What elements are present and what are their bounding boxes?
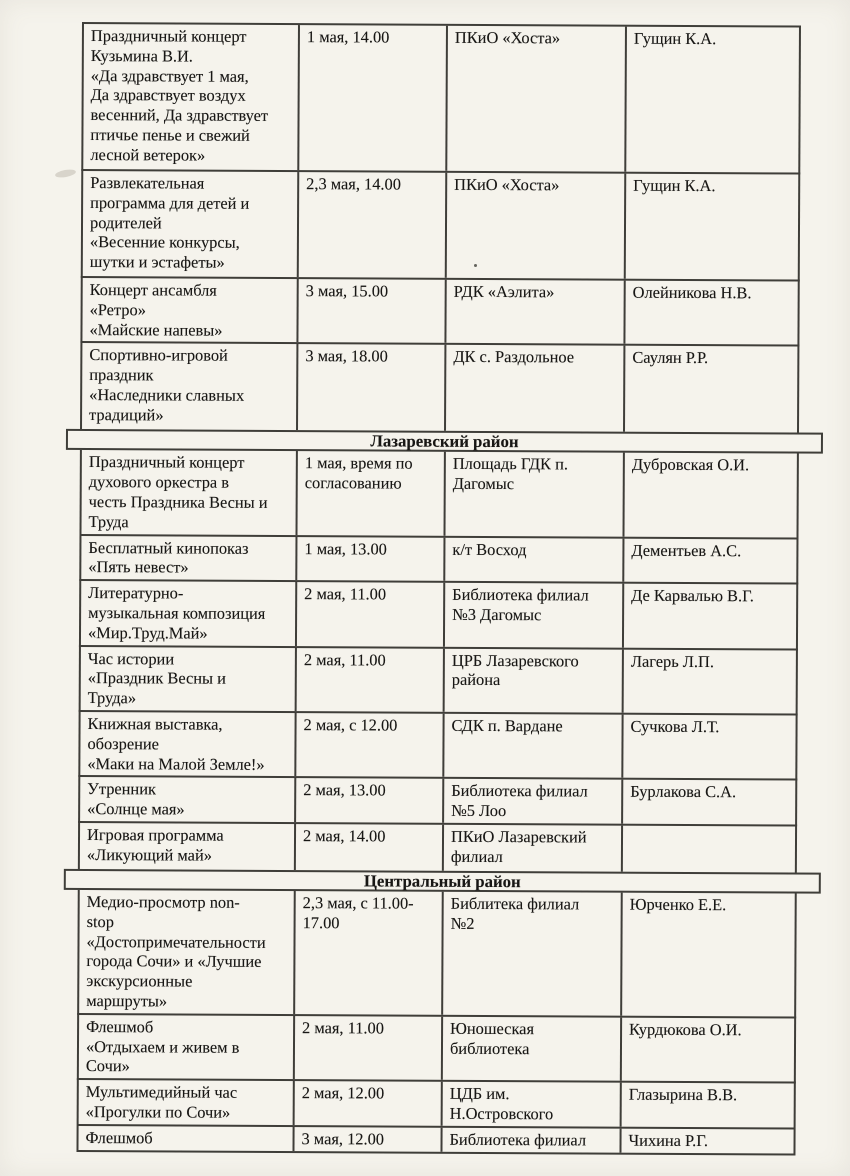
location-cell: ЦРБ Лазаревского района	[445, 648, 624, 712]
event-row	[79, 534, 798, 583]
date-time-cell: 2 мая, 13.00	[296, 778, 444, 822]
responsible-person-cell: Бурлакова С.А.	[630, 782, 737, 802]
event-name-cell: Книжная выставка, обозрение «Маки на Малой Земле!»	[80, 712, 296, 776]
event-row	[79, 579, 798, 648]
date-time-cell: 3 мая, 15.00	[298, 279, 446, 343]
location-cell: Библиотека филиал	[442, 1127, 621, 1152]
responsible-person-cell: Олейникова Н.В.	[632, 282, 752, 303]
location-cell: Библиотека филиал №3 Дагомыс	[445, 583, 624, 647]
event-row	[79, 450, 798, 537]
responsible-person-cell: Гущин К.А.	[633, 175, 716, 196]
responsible-person-cell: Саулян Р.Р.	[632, 348, 709, 368]
location-cell: СДК п. Вардане	[444, 714, 623, 778]
responsible-person-cell: Дубровская О.И.	[631, 455, 750, 475]
event-row	[78, 775, 797, 824]
event-row	[76, 1124, 795, 1156]
date-time-cell: 3 мая, 18.00	[298, 344, 446, 431]
event-name-cell: Праздничный концерт духового оркестра в честь Праздника Весны и Труда	[81, 450, 297, 534]
location-cell: Библиотека филиал №5 Лоо	[444, 779, 623, 823]
location-cell: ПКиО «Хоста»	[447, 173, 627, 279]
event-row	[77, 1013, 796, 1082]
scan-smudge	[55, 168, 77, 179]
event-name-cell: Спортивно-игровой праздник «Наследники славных традиций»	[82, 343, 298, 430]
responsible-person-cell: Лагерь Л.П.	[630, 651, 715, 671]
responsible-person-cell: Дементьев А.С.	[631, 540, 742, 560]
responsible-person-cell: Курдюкова О.И.	[629, 1019, 742, 1039]
location-cell: ПКиО «Хоста»	[447, 26, 627, 172]
event-row	[80, 341, 799, 433]
location-cell: РДК «Аэлита»	[446, 280, 625, 344]
location-cell: ПКиО Лазаревский филиал	[444, 825, 623, 872]
responsible-person-cell: Гущин К.А.	[633, 28, 717, 49]
district-section-header-lazarevsky: Лазаревский район	[66, 429, 823, 454]
event-name-cell: Час истории «Праздник Весны и Труда»	[81, 647, 297, 711]
location-cell: ЦДБ им. Н.Островского	[443, 1082, 622, 1126]
responsible-person-cell: Юрченко Е.Е.	[629, 894, 727, 915]
responsible-person-cell: Сучкова Л.Т.	[630, 716, 720, 737]
responsible-person-cell: Глазырина В.В.	[628, 1084, 738, 1105]
event-row	[77, 1078, 796, 1127]
event-row	[78, 710, 797, 779]
date-time-cell: 1 мая, 13.00	[297, 537, 445, 581]
event-row	[79, 645, 798, 714]
date-time-cell: 1 мая, 14.00	[299, 25, 448, 171]
date-time-cell: 2,3 мая, 14.00	[299, 172, 448, 278]
event-name-cell: Бесплатный кинопоказ «Пять невест»	[81, 536, 297, 581]
event-name-cell: Праздничный концерт Кузьмина В.И. «Да здравствует 1 мая, Да здравствует воздух весенний, Да здравствует птичье пенье и свежий лесной ветерок»	[83, 24, 300, 170]
event-row	[77, 890, 797, 1016]
date-time-cell: 2,3 мая, с 11.00- 17.00	[295, 891, 444, 1015]
location-cell: ДК с. Раздольное	[446, 345, 625, 432]
responsible-person-cell: Чихина Р.Г.	[628, 1130, 709, 1150]
event-row	[80, 276, 799, 345]
date-time-cell: 2 мая, 12.00	[295, 1081, 443, 1125]
event-row	[81, 169, 801, 280]
event-name-cell: Литературно- музыкальная композиция «Мир.Труд.Май»	[81, 581, 297, 645]
event-name-cell: Игровая программа «Ликующий май»	[80, 823, 296, 870]
event-name-cell: Развлекательная программа для детей и родителей «Весенние конкурсы, шутки и эстафеты»	[83, 171, 300, 277]
responsible-person-cell	[623, 826, 795, 873]
date-time-cell: 2 мая, 11.00	[297, 648, 445, 712]
event-row	[78, 821, 797, 873]
event-row	[81, 22, 801, 173]
events-table	[76, 22, 801, 1155]
date-time-cell: 3 мая, 12.00	[294, 1127, 442, 1152]
district-section-header-central: Центральный район	[64, 869, 821, 894]
event-name-cell: Флешмоб	[78, 1126, 294, 1151]
event-name-cell: Медио-просмотр non- stop «Достопримечательности города Сочи» и «Лучшие экскурсионные маршруты»	[79, 890, 296, 1014]
date-time-cell: 2 мая, 11.00	[295, 1016, 443, 1080]
event-name-cell: Утренник «Солнце мая»	[80, 777, 296, 822]
date-time-cell: 2 мая, 11.00	[297, 582, 445, 646]
location-cell: к/т Восход	[445, 537, 624, 581]
location-cell: Юношеская библиотека	[443, 1016, 622, 1080]
event-name-cell: Флешмоб «Отдыхаем и живем в Сочи»	[79, 1015, 295, 1079]
location-cell: Площадь ГДК п. Дагомыс	[445, 452, 624, 536]
responsible-person-cell: Де Карвалью В.Г.	[631, 585, 754, 606]
event-name-cell: Концерт ансамбля «Ретро» «Майские напевы»	[82, 278, 298, 342]
date-time-cell: 2 мая, с 12.00	[296, 713, 444, 777]
date-time-cell: 1 мая, время по согласованию	[297, 451, 445, 535]
date-time-cell: 2 мая, 14.00	[296, 824, 444, 871]
location-cell: Библитека филиал №2	[443, 892, 623, 1016]
event-name-cell: Мультимедийный час «Прогулки по Сочи»	[79, 1080, 295, 1125]
